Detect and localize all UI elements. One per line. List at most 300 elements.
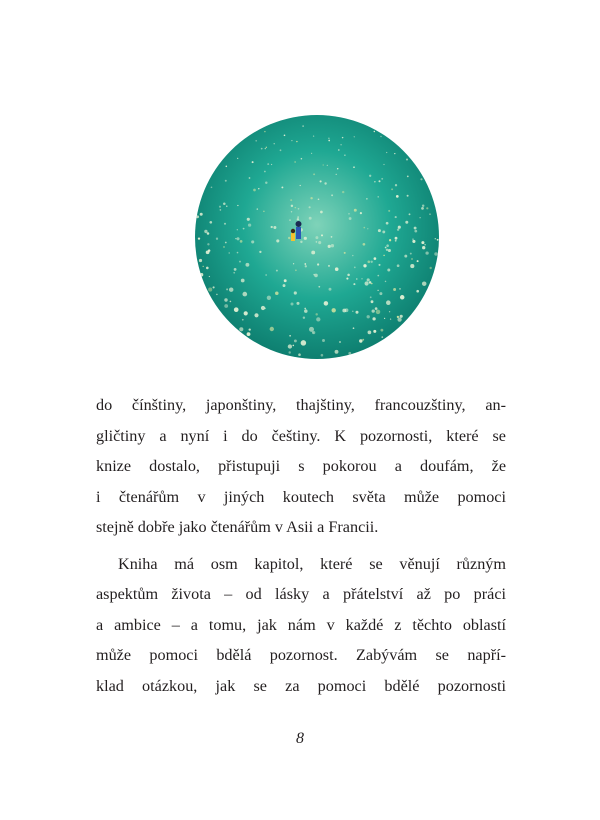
flower-speck [213,286,215,288]
flower-speck [421,207,424,210]
flower-speck [394,153,395,154]
flower-speck [216,238,218,240]
flower-speck [226,288,228,290]
flower-speck [331,244,334,247]
flower-speck [233,272,235,274]
flower-speck [301,158,303,160]
flower-speck [294,161,295,162]
paragraph-2 [96,549,506,702]
flower-speck [349,217,352,220]
flower-speck [304,309,308,313]
flower-speck [316,317,320,321]
flower-speck [324,182,326,184]
flower-speck [298,208,300,210]
flower-speck [374,257,377,260]
flower-speck [244,311,248,315]
flower-speck [426,207,428,209]
flower-speck [291,140,292,141]
flower-speck [289,335,291,337]
flower-speck [374,131,375,132]
flower-speck [354,267,356,269]
flower-speck [416,290,419,293]
flower-speck [200,213,203,216]
body-text [96,390,506,701]
flower-speck [322,339,325,342]
flower-speck [245,263,249,267]
flower-speck [320,211,323,214]
flower-speck [376,310,381,315]
flower-speck [304,263,306,265]
flower-speck [226,206,227,207]
flower-speck [296,302,299,305]
flower-speck [336,174,337,175]
flower-speck [209,221,212,224]
flower-speck [396,195,399,198]
flower-speck [275,292,279,296]
flower-speck [435,238,436,239]
flower-speck [291,211,292,212]
flower-speck [412,240,415,243]
flower-speck [356,311,359,314]
flower-speck [288,344,292,348]
flower-speck [303,316,305,318]
flower-speck [397,264,400,267]
flower-speck [270,327,274,331]
flower-speck [332,308,336,312]
flower-speck [228,252,229,253]
flower-speck [411,258,413,260]
flower-speck [304,237,307,240]
flower-speck [249,328,251,330]
flower-speck [296,141,297,142]
flower-speck [393,288,396,291]
flower-speck [313,274,315,276]
flower-speck [257,208,258,209]
flower-speck [430,267,432,269]
flower-speck [344,155,345,156]
flower-speck [237,229,238,230]
flower-speck [207,243,209,245]
flower-speck [344,252,346,254]
flower-speck [266,147,267,148]
flower-speck [309,217,312,220]
flower-speck [410,264,414,268]
flower-speck [208,288,212,292]
flower-speck [377,275,379,277]
flower-speck [234,307,239,312]
flower-speck [369,281,372,284]
flower-speck [327,165,328,166]
flower-speck [290,199,292,201]
flower-speck [202,266,203,267]
flower-speck [356,278,357,279]
flower-speck [400,315,403,318]
flower-speck [235,238,236,239]
flower-speck [311,153,312,154]
text-line: aspektům života – od lásky a přátelství až po práci [96,585,506,603]
text-line: a ambice – a tomu, jak nám v každé z těchto oblastí [96,615,506,634]
flower-speck [258,188,259,189]
flower-speck [378,229,381,232]
flower-speck [297,218,299,220]
flower-speck [315,313,317,315]
flower-speck [300,241,302,243]
flower-speck [273,226,276,229]
text-line: knize dostalo, přistupuji s pokorou a doufám, že [96,457,506,475]
flower-speck [225,180,227,182]
flower-speck [329,288,332,291]
flower-speck [400,295,405,300]
flower-speck [211,186,213,188]
flower-speck [422,205,424,207]
flower-speck [383,255,385,257]
flower-speck [247,218,250,221]
flower-speck [239,327,243,331]
text-line: gličtiny a nyní i do češtiny. K pozornosti, které se [96,426,506,445]
flower-speck [249,177,251,179]
flower-speck [301,340,307,346]
flower-speck [313,173,315,175]
flower-speck [276,270,278,272]
flower-speck [207,232,210,235]
flower-speck [280,149,282,151]
flower-speck [360,212,362,214]
flower-speck [363,243,366,246]
flower-speck [300,185,301,186]
paragraph-1 [96,390,506,543]
flower-speck [382,230,385,233]
figure-child-head [291,229,295,233]
flower-speck [241,279,245,283]
flower-speck [395,237,398,240]
flower-speck [346,278,348,280]
flower-speck [367,228,368,229]
flower-speck [390,318,391,319]
flower-speck [434,252,437,255]
flower-speck [342,309,346,313]
flower-speck [363,227,365,229]
flower-speck [223,202,226,205]
flower-speck [414,230,417,233]
flower-speck [313,135,314,136]
flower-speck [251,240,254,243]
flower-speck [363,264,366,267]
flower-speck [337,168,338,169]
flower-speck [237,252,239,254]
flower-speck [399,288,401,290]
flower-speck [294,339,297,342]
flower-speck [204,230,207,233]
flower-speck [198,237,200,239]
flower-speck [318,241,321,244]
flower-speck [295,207,297,209]
flower-speck [383,164,384,165]
flower-speck [226,166,228,168]
flower-speck [305,265,307,267]
text-line: Kniha má osm kapitol, které se věnují různým [118,554,506,573]
flower-speck [216,294,218,296]
flower-speck [366,198,367,199]
flower-speck [196,215,199,218]
flower-speck [385,281,387,283]
flower-speck [276,239,279,242]
figure-child [291,233,295,241]
flower-speck [264,171,266,173]
flower-speck [367,278,370,281]
flower-speck [271,164,272,165]
flower-speck [302,125,303,126]
flower-speck [206,267,209,270]
flower-speck [297,216,298,217]
flower-speck [437,239,439,241]
flower-speck [424,244,425,245]
flower-speck [379,180,381,182]
chapter-illustration [192,112,442,362]
flower-speck [230,301,232,303]
flower-speck [323,164,324,165]
flower-speck [409,213,411,215]
flower-speck [369,175,371,177]
flower-speck [386,244,389,247]
flower-speck [348,213,350,215]
flower-speck [311,251,315,255]
flower-speck [377,290,378,291]
flower-speck [271,226,273,228]
flower-speck [371,261,373,263]
flower-speck [395,216,397,218]
text-line: do čínštiny, japonštiny, thajštiny, francouzštiny, an- [96,396,506,414]
figure-adult-head [296,221,302,227]
flower-speck [405,221,408,224]
flower-speck [291,205,293,207]
flower-speck [359,339,362,342]
flower-speck [385,247,387,249]
flower-speck [412,238,413,239]
flower-speck [347,274,350,277]
flower-speck [331,194,333,196]
flower-speck [242,319,244,321]
flower-speck [274,143,275,144]
flower-speck [384,318,385,319]
flower-speck [224,304,228,308]
flower-speck [417,260,419,262]
flower-speck [293,263,294,264]
flower-speck [265,181,267,183]
flower-speck [261,306,265,310]
flower-speck [267,296,271,300]
flower-speck [309,327,314,332]
flower-speck [328,140,330,142]
flower-speck [397,228,399,230]
flower-speck [335,350,339,354]
flower-speck [288,237,290,239]
flower-speck [335,267,339,271]
figure-adult [296,227,301,239]
flower-speck [310,197,312,199]
flower-speck [395,240,397,242]
flower-speck [321,234,323,236]
flower-speck [291,303,294,306]
flower-speck [283,284,286,287]
flower-speck [372,309,375,312]
flower-speck [422,281,427,286]
flower-speck [324,301,329,306]
flower-speck [264,131,265,132]
flower-speck [342,137,343,138]
flower-speck [378,264,380,266]
flower-speck [328,265,330,267]
flower-speck [342,191,344,193]
flower-speck [317,263,319,265]
flower-speck [247,332,251,336]
flower-speck [362,339,364,341]
flower-speck [425,251,428,254]
flower-speck [353,166,355,168]
flower-speck [263,211,264,212]
flower-speck [318,286,320,288]
page-number: 8 [296,730,304,747]
flower-speck [419,217,420,218]
flower-speck [381,336,383,338]
flower-speck [380,329,383,332]
flower-speck [284,134,286,136]
flower-speck [320,180,322,182]
flower-speck [381,178,383,180]
flower-speck [316,241,318,243]
flower-speck [243,228,245,230]
flower-speck [331,236,333,238]
flower-speck [407,176,409,178]
flower-speck [209,276,210,277]
flower-speck [225,242,227,244]
flower-speck [229,287,233,291]
flower-speck [373,330,376,333]
flower-speck [420,178,422,180]
flower-speck [315,236,318,239]
flower-speck [298,353,301,356]
flower-speck [354,136,355,137]
flower-speck [321,354,324,357]
flower-speck [309,206,311,208]
flower-speck [398,226,401,229]
flower-speck [421,241,424,244]
flower-speck [406,158,408,160]
flower-speck [374,181,375,182]
flower-speck [410,253,412,255]
flower-speck [348,352,351,355]
flower-speck [237,158,238,159]
flower-speck [312,332,313,333]
flower-speck [208,249,211,252]
text-line: klad otázkou, jak se za pomoci bdělé pozornosti [96,676,506,695]
flower-speck [365,281,369,285]
flower-speck [236,237,239,240]
flower-speck [367,315,370,318]
flower-speck [219,206,221,208]
flower-speck [254,313,258,317]
flower-speck [386,222,389,225]
flower-speck [361,278,363,280]
flower-speck [378,196,379,197]
flower-speck [234,268,237,271]
flower-speck [224,223,226,225]
flower-speck [328,245,331,248]
flower-speck [397,317,401,321]
flower-speck [389,239,391,241]
flower-speck [304,308,306,310]
flower-speck [200,273,203,276]
flower-speck [259,251,261,253]
text-line: i čtenářům v jiných koutech světa může pomoci [96,487,506,506]
flower-speck [223,246,224,247]
text-line: stejně dobře jako čtenářům v Asii a Francii. [96,518,379,536]
flower-speck [340,144,341,145]
flower-speck [371,283,372,284]
meadow-illustration-svg [192,112,442,362]
flower-speck [242,292,247,297]
flower-speck [328,137,330,139]
flower-speck [414,227,417,230]
flower-speck [407,195,409,197]
flower-speck [386,152,387,153]
flower-speck [429,213,431,215]
flower-speck [239,261,241,263]
flower-speck [199,259,202,262]
flower-speck [388,210,390,212]
flower-speck [370,296,372,298]
flower-speck [248,223,251,226]
flower-speck [338,149,340,151]
flower-speck [353,283,355,285]
flower-speck [292,345,294,347]
flower-speck [253,189,256,192]
flower-speck [265,274,266,275]
flower-speck [318,198,320,200]
flower-speck [422,246,425,249]
text-line: může pomoci bdělá pozornost. Zabývám se napří- [96,646,506,664]
flower-speck [395,184,397,186]
flower-speck [240,240,243,243]
flower-speck [252,161,254,163]
flower-speck [352,311,353,312]
flower-speck [255,140,257,142]
flower-speck [224,298,227,301]
flower-speck [354,209,357,212]
flower-speck [339,341,341,343]
flower-speck [391,188,393,190]
flower-speck [372,317,375,320]
flower-speck [368,331,372,335]
flower-speck [367,260,370,263]
flower-speck [295,269,297,271]
flower-speck [220,209,222,211]
flower-speck [267,163,269,165]
flower-speck [289,219,291,221]
flower-speck [288,351,290,353]
flower-speck [281,186,283,188]
flower-speck [404,255,407,258]
flower-speck [386,300,391,305]
flower-speck [375,307,378,310]
flower-speck [353,327,355,329]
flower-speck [389,311,390,312]
flower-speck [237,205,238,206]
flower-speck [261,148,263,150]
flower-speck [388,249,391,252]
flower-speck [380,136,381,137]
flower-speck [352,255,353,256]
flower-speck [379,292,382,295]
